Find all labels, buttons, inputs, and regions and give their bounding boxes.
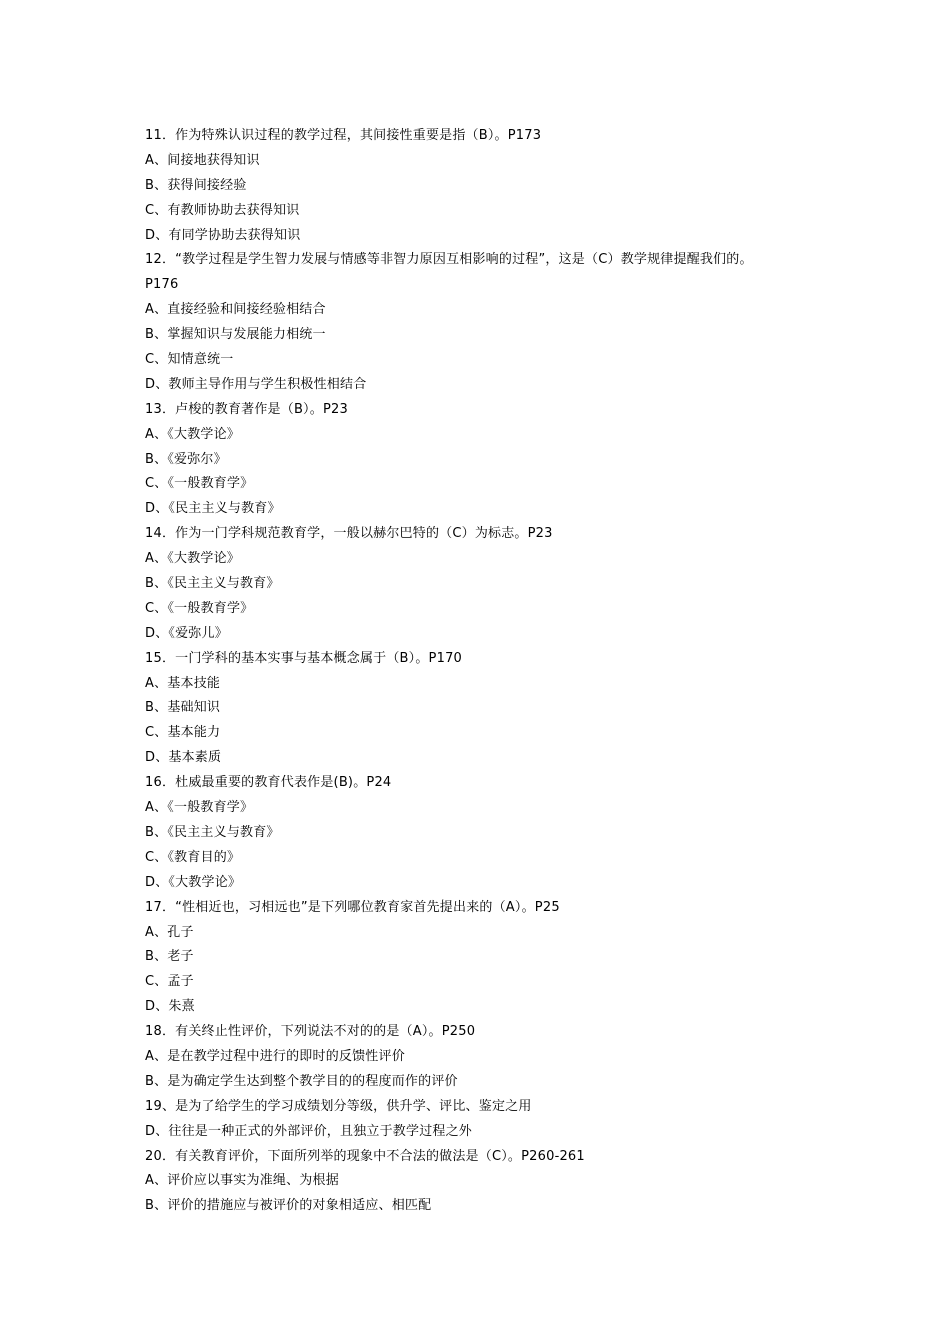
q18-option-c: 19、是为了给学生的学习成绩划分等级，供升学、评比、鉴定之用 xyxy=(145,1098,532,1114)
q18-option-d: D、往往是一种正式的外部评价，且独立于教学过程之外 xyxy=(145,1123,473,1139)
question-list xyxy=(145,124,845,1219)
q14-option-b: B、《民主主义与教育》 xyxy=(145,576,280,592)
q17-option-b: B、老子 xyxy=(145,949,194,965)
q17-option-a: A、孔子 xyxy=(145,924,194,940)
q16-option-d: D、《大教学论》 xyxy=(145,874,242,890)
q11-option-c: C、有教师协助去获得知识 xyxy=(145,202,300,218)
q12-option-c: C、知情意统一 xyxy=(145,352,234,368)
q16-option-a: A、《一般教育学》 xyxy=(145,800,254,816)
q13-stem: 13．卢梭的教育著作是（B）。P23 xyxy=(145,401,348,417)
q13-option-b: B、《爱弥尔》 xyxy=(145,451,227,467)
q20-option-b: B、评价的措施应与被评价的对象相适应、相匹配 xyxy=(145,1198,432,1214)
q12-stem: 12．“教学过程是学生智力发展与情感等非智力原因互相影响的过程”，这是（C）教学规律提醒我们的。 xyxy=(145,252,753,268)
q17-option-d: D、朱熹 xyxy=(145,999,195,1015)
q13-option-d: D、《民主主义与教育》 xyxy=(145,501,281,517)
q20-option-a: A、评价应以事实为准绳、为根据 xyxy=(145,1173,339,1189)
q11-stem: 11．作为特殊认识过程的教学过程，其间接性重要是指（B）。P173 xyxy=(145,128,542,143)
q18-option-a: A、是在教学过程中进行的即时的反馈性评价 xyxy=(145,1048,405,1064)
q12-option-d: D、教师主导作用与学生积极性相结合 xyxy=(145,376,367,392)
q12-option-b: B、掌握知识与发展能力相统一 xyxy=(145,327,326,343)
q12-stem-continued: P176 xyxy=(145,277,179,293)
q17-stem: 17．“性相近也，习相远也”是下列哪位教育家首先提出来的（A）。P25 xyxy=(145,899,560,915)
q11-option-d: D、有同学协助去获得知识 xyxy=(145,227,301,243)
q14-option-c: C、《一般教育学》 xyxy=(145,600,254,616)
q18-stem: 18．有关终止性评价，下列说法不对的的是（A）。P250 xyxy=(145,1024,476,1040)
q15-option-b: B、基础知识 xyxy=(145,700,221,716)
q15-stem: 15．一门学科的基本实事与基本概念属于（B）。P170 xyxy=(145,650,463,666)
q16-stem: 16．杜威最重要的教育代表作是(B)。P24 xyxy=(145,775,392,791)
q16-option-c: C、《教育目的》 xyxy=(145,849,241,865)
q11-option-a: A、间接地获得知识 xyxy=(145,152,260,168)
q11-option-b: B、获得间接经验 xyxy=(145,177,247,193)
q13-option-a: A、《大教学论》 xyxy=(145,426,240,442)
q13-option-c: C、《一般教育学》 xyxy=(145,476,254,492)
q15-option-c: C、基本能力 xyxy=(145,725,221,741)
q20-stem: 20．有关教育评价，下面所列举的现象中不合法的做法是（C）。P260-261 xyxy=(145,1148,585,1164)
q18-option-b: B、是为确定学生达到整个教学目的的程度而作的评价 xyxy=(145,1073,458,1089)
q14-option-a: A、《大教学论》 xyxy=(145,551,240,567)
q14-option-d: D、《爱弥儿》 xyxy=(145,625,228,641)
q12-option-a: A、直接经验和间接经验相结合 xyxy=(145,302,326,318)
q14-stem: 14．作为一门学科规范教育学，一般以赫尔巴特的（C）为标志。P23 xyxy=(145,526,553,542)
q15-option-d: D、基本素质 xyxy=(145,750,222,766)
q17-option-c: C、孟子 xyxy=(145,974,194,990)
q15-option-a: A、基本技能 xyxy=(145,675,221,691)
q16-option-b: B、《民主主义与教育》 xyxy=(145,824,280,840)
